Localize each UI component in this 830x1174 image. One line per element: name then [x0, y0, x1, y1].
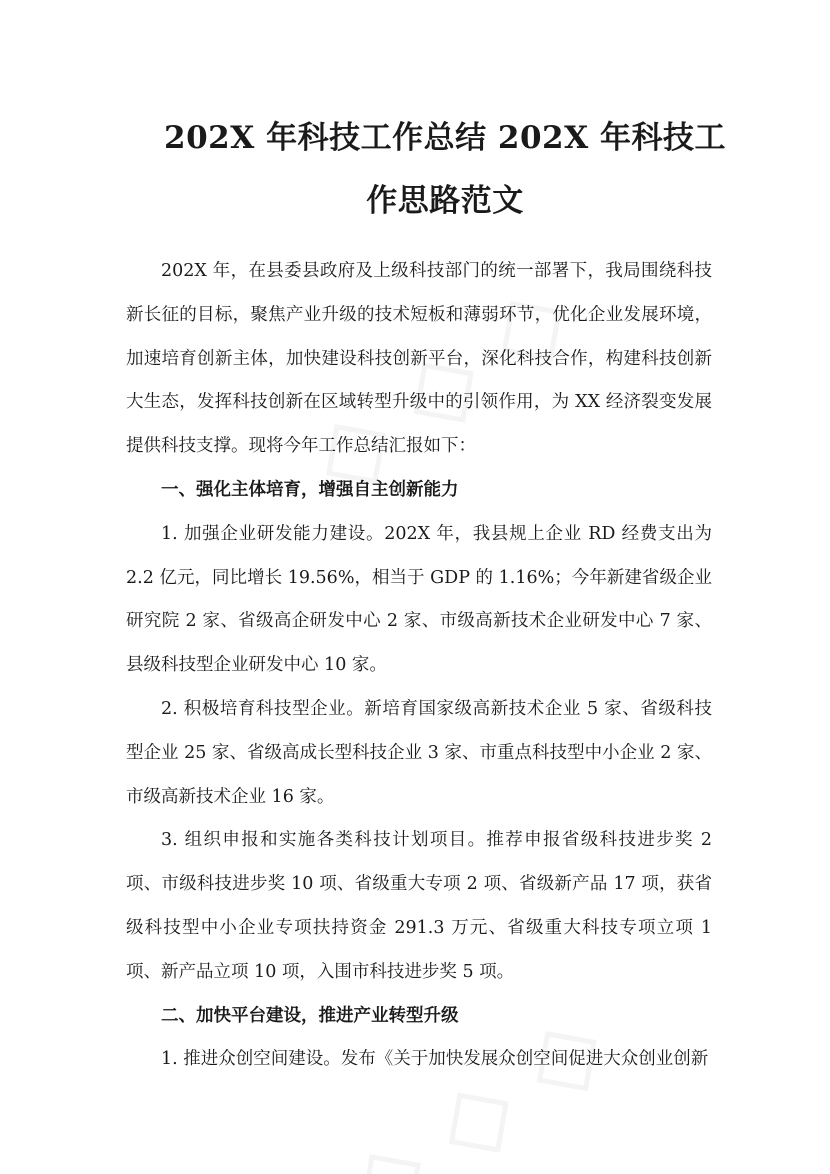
paragraph-1-3: 3. 组织申报和实施各类科技计划项目。推荐申报省级科技进步奖 2 项、市级科技进步奖 10 项、省级重大专项 2 项、省级新产品 17 项，获省级科技型中小企业专项扶持资金 291.3 万元、省级重大科技专项立项 1 项、新产品立项 10 项，入围市科技进步奖 5 项。 [126, 830, 712, 982]
paragraph-1-1: 1. 加强企业研发能力建设。202X 年，我县规上企业 RD 经费支出为 2.2 亿元，同比增长 19.56%，相当于 GDP 的 1.16%；今年新建省级企业研究院 2 家、省级高企研发中心 2 家、市级高新技术企业研发中心 7 家、县级科技型企业研发中心 10 家。 [126, 523, 712, 676]
document-body [126, 250, 712, 1082]
section-heading-2: 二、加快平台建设，推进产业转型升级 [161, 1005, 459, 1026]
section-heading-1: 一、强化主体培育，增强自主创新能力 [161, 479, 459, 500]
paragraph-1-2: 2. 积极培育科技型企业。新培育国家级高新技术企业 5 家、省级科技型企业 25 家、省级高成长型科技企业 3 家、市重点科技型中小企业 2 家、市级高新技术企业 16 家。 [126, 698, 712, 807]
intro-paragraph: 202X 年，在县委县政府及上级科技部门的统一部署下，我局围绕科技新长征的目标，聚焦产业升级的技术短板和薄弱环节，优化企业发展环境，加速培育创新主体，加快建设科技创新平台，深化科技合作，构建科技创新大生态，发挥科技创新在区域转型升级中的引领作用，为 XX 经济裂变发展提供科技支撑。现将今年工作总结汇报如下： [126, 261, 712, 457]
document-title-line-1: 202X 年科技工作总结 202X 年科技工 [164, 120, 726, 156]
document-title-line-2: 作思路范文 [366, 183, 524, 219]
paragraph-2-1: 1. 推进众创空间建设。发布《关于加快发展众创空间促进大众创业创新 [161, 1049, 709, 1070]
